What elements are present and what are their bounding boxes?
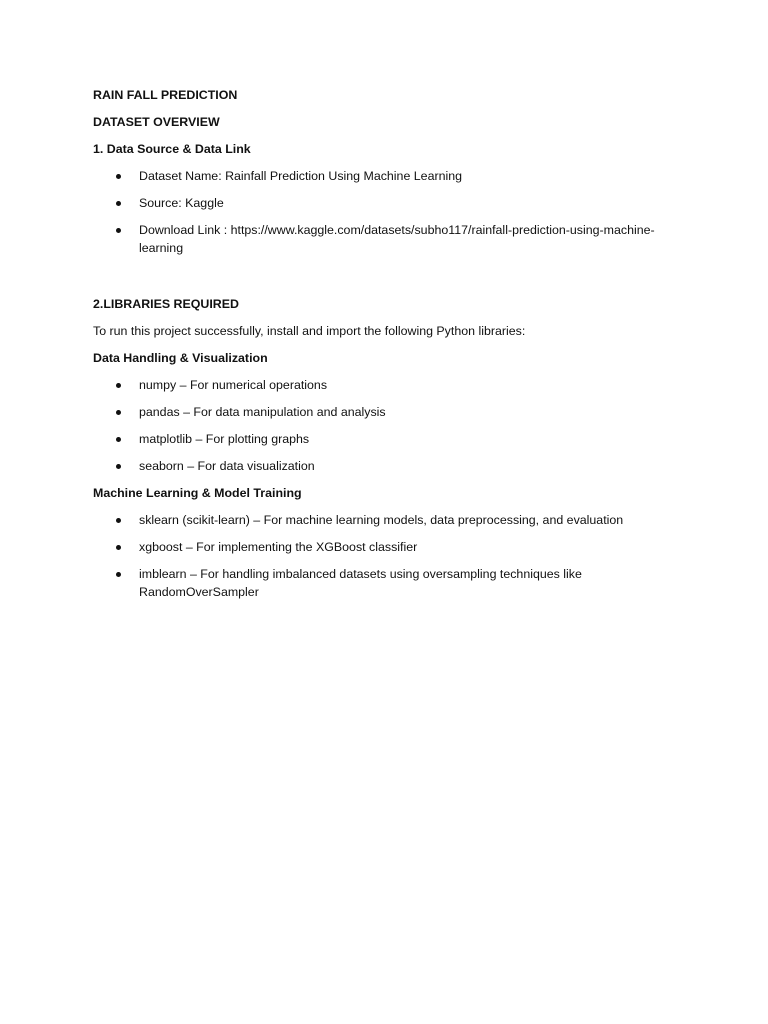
spacer	[93, 529, 673, 538]
list-item-text: pandas – For data manipulation and analysis	[139, 405, 386, 419]
list-item-text: sklearn (scikit-learn) – For machine learning models, data preprocessing, and evaluation	[139, 513, 624, 527]
bullet-icon	[116, 464, 121, 469]
spacer	[93, 185, 673, 194]
data-source-list	[93, 167, 673, 257]
bullet-icon	[116, 383, 121, 388]
list-item	[93, 194, 673, 212]
group-heading-data-handling: Data Handling & Visualization	[93, 351, 268, 365]
bullet-icon	[116, 518, 121, 523]
spacer	[93, 212, 673, 221]
data-handling-list	[93, 376, 673, 475]
section2-heading: 2.LIBRARIES REQUIRED	[93, 297, 239, 311]
spacer	[93, 502, 673, 511]
bullet-icon	[116, 545, 121, 550]
section2-intro: To run this project successfully, install and import the following Python libraries:	[93, 324, 526, 338]
list-item	[93, 457, 673, 475]
group-heading-machine-learning: Machine Learning & Model Training	[93, 486, 302, 500]
list-item	[93, 376, 673, 394]
spacer	[93, 131, 673, 140]
bullet-icon	[116, 410, 121, 415]
list-item	[93, 403, 673, 421]
spacer	[93, 158, 673, 167]
spacer	[93, 313, 673, 322]
document-title: RAIN FALL PREDICTION	[93, 88, 238, 102]
section1-heading: 1. Data Source & Data Link	[93, 142, 251, 156]
list-item	[93, 430, 673, 448]
spacer	[93, 367, 673, 376]
spacer	[93, 556, 673, 565]
list-item	[93, 167, 673, 185]
list-item	[93, 511, 673, 529]
list-item-text: imblearn – For handling imbalanced datasets using oversampling techniques like RandomOverSampler	[139, 567, 582, 599]
spacer	[93, 257, 673, 285]
list-item	[93, 221, 673, 257]
bullet-icon	[116, 228, 121, 233]
list-item-text: Source: Kaggle	[139, 196, 224, 210]
list-item	[93, 538, 673, 556]
list-item-text: xgboost – For implementing the XGBoost classifier	[139, 540, 418, 554]
spacer	[93, 104, 673, 113]
spacer	[93, 394, 673, 403]
spacer	[93, 285, 673, 295]
overview-heading: DATASET OVERVIEW	[93, 115, 220, 129]
document-body	[93, 86, 673, 601]
bullet-icon	[116, 572, 121, 577]
bullet-icon	[116, 201, 121, 206]
spacer	[93, 421, 673, 430]
spacer	[93, 340, 673, 349]
machine-learning-list	[93, 511, 673, 601]
list-item	[93, 565, 673, 601]
bullet-icon	[116, 437, 121, 442]
list-item-text: Dataset Name: Rainfall Prediction Using Machine Learning	[139, 169, 463, 183]
list-item-text: matplotlib – For plotting graphs	[139, 432, 310, 446]
bullet-icon	[116, 174, 121, 179]
spacer	[93, 475, 673, 484]
spacer	[93, 448, 673, 457]
list-item-text: Download Link : https://www.kaggle.com/datasets/subho117/rainfall-prediction-using-machine-learning	[139, 223, 655, 255]
list-item-text: numpy – For numerical operations	[139, 378, 328, 392]
list-item-text: seaborn – For data visualization	[139, 459, 315, 473]
